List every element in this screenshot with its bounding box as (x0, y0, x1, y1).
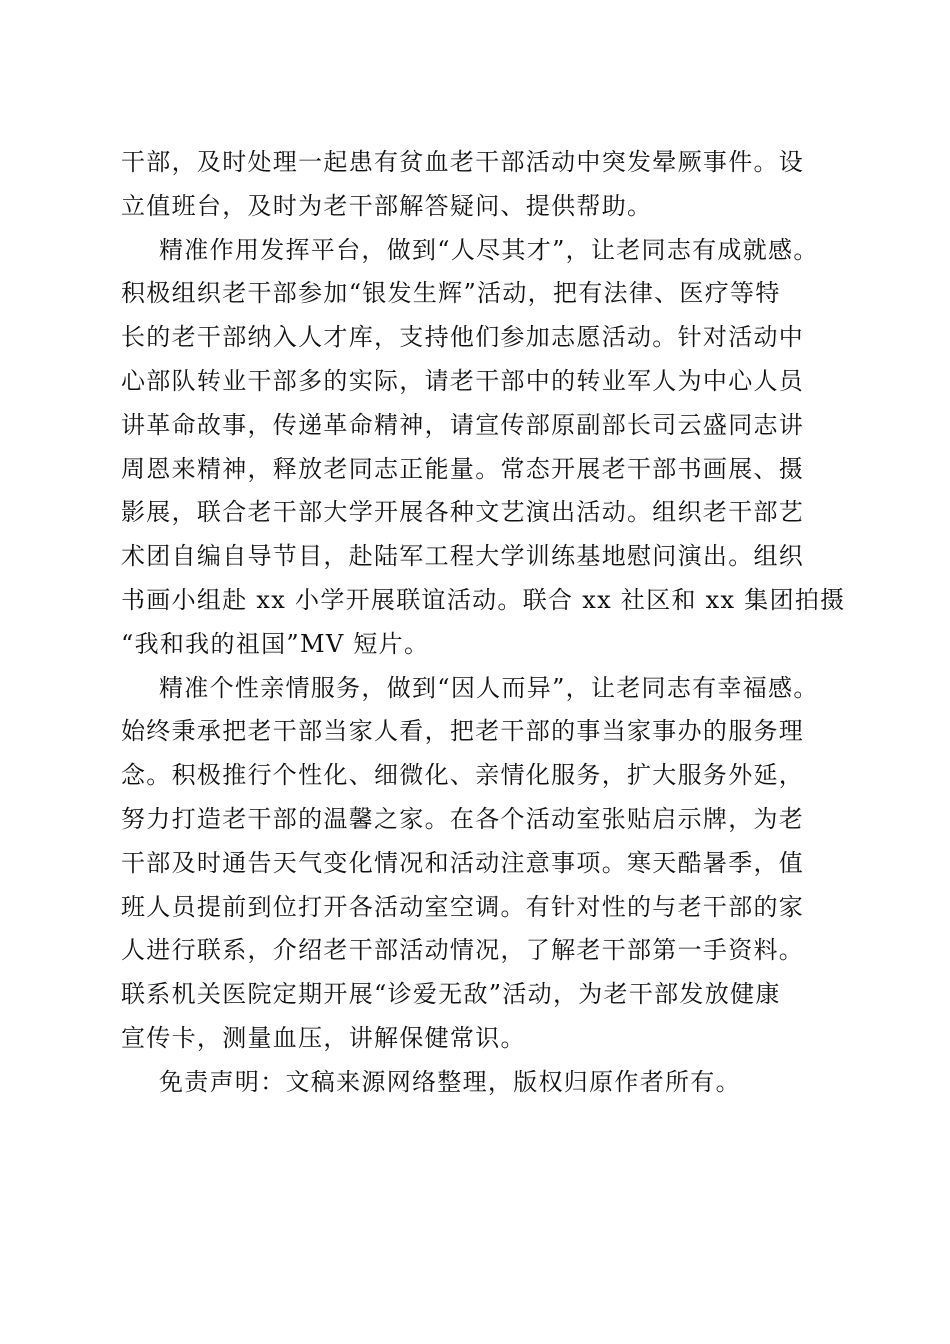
text-line: 念。积极推行个性化、细微化、亲情化服务，扩大服务外延， (121, 761, 805, 790)
text-line: 干部及时通告天气变化情况和活动注意事项。寒天酷暑季，值 (121, 848, 805, 877)
text-line: 始终秉承把老干部当家人看，把老干部的事当家事办的服务理 (121, 717, 805, 746)
text-line: 精准作用发挥平台，做到“人尽其才”，让老同志有成就感。 (159, 235, 819, 264)
text-line: 努力打造老干部的温馨之家。在各个活动室张贴启示牌，为老 (121, 804, 805, 833)
text-line: 干部，及时处理一起患有贫血老干部活动中突发晕厥事件。设 (121, 148, 805, 176)
paragraph-talent-platform (121, 229, 846, 667)
text-line: 术团自编自导节目，赴陆军工程大学训练基地慰问演出。组织 (121, 542, 805, 571)
disclaimer (121, 1061, 841, 1105)
text-line: 书画小组赴 xx 小学开展联谊活动。联合 xx 社区和 xx 集团拍摄 (121, 585, 846, 614)
document-body (121, 141, 846, 1105)
text-line: 影展，联合老干部大学开展各种文艺演出活动。组织老干部艺 (121, 498, 805, 527)
text-line: 精准个性亲情服务，做到“因人而异”，让老同志有幸福感。 (159, 673, 819, 702)
paragraph-continuation (121, 141, 841, 229)
text-line: 宣传卡，测量血压，讲解保健常识。 (121, 1023, 526, 1052)
disclaimer-text: 免责声明：文稿来源网络整理，版权归原作者所有。 (159, 1067, 741, 1096)
paragraph-personalized-service (121, 667, 841, 1061)
text-line: 人进行联系，介绍老干部活动情况，了解老干部第一手资料。 (121, 936, 805, 965)
text-line: 周恩来精神，释放老同志正能量。常态开展老干部书画展、摄 (121, 454, 805, 483)
text-line: 心部队转业干部多的实际，请老干部中的转业军人为中心人员 (121, 366, 805, 395)
text-line: 立值班台，及时为老干部解答疑问、提供帮助。 (121, 191, 653, 220)
text-line: 讲革命故事，传递革命精神，请宣传部原副部长司云盛同志讲 (121, 410, 805, 439)
text-line: 班人员提前到位打开各活动室空调。有针对性的与老干部的家 (121, 892, 805, 921)
text-line: 长的老干部纳入人才库，支持他们参加志愿活动。针对活动中 (121, 323, 805, 352)
text-line: 联系机关医院定期开展“诊爱无敌”活动，为老干部发放健康 (121, 980, 781, 1009)
text-line: “我和我的祖国”MV 短片。 (121, 629, 430, 658)
text-line: 积极组织老干部参加“银发生辉”活动，把有法律、医疗等特 (121, 279, 781, 308)
